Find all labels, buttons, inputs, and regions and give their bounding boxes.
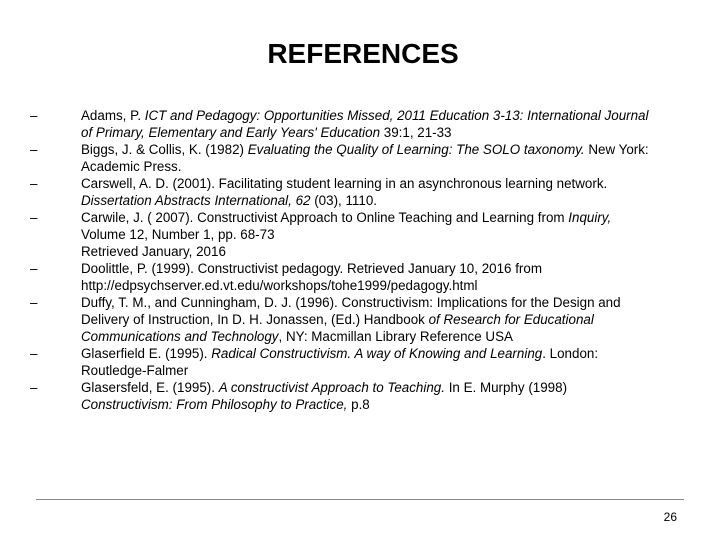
reference-text: , NY: Macmillan Library Reference USA xyxy=(278,329,513,344)
reference-text: Academic Press. xyxy=(81,159,182,174)
reference-text-italic: ICT and Pedagogy: Opportunities Missed, 2011 Education 3-13: International Journal xyxy=(144,108,649,123)
reference-text: Biggs, J. & Collis, K. (1982) xyxy=(81,142,248,157)
bullet-dash: – xyxy=(30,295,38,310)
footer-divider xyxy=(36,499,684,500)
bullet-dash: – xyxy=(30,176,38,191)
bullet-dash: – xyxy=(30,210,38,225)
bullet-dash: – xyxy=(30,346,38,361)
reference-text: 39:1, 21-33 xyxy=(380,125,452,140)
bullet-dash: – xyxy=(30,142,38,157)
reference-text-italic: Dissertation Abstracts International, 62 xyxy=(81,193,311,208)
reference-item xyxy=(30,260,700,294)
reference-text: (03), 1110. xyxy=(310,193,377,208)
reference-line xyxy=(78,311,700,328)
reference-item xyxy=(30,379,700,413)
reference-line xyxy=(78,141,700,158)
reference-text: p.8 xyxy=(347,397,370,412)
reference-text: Adams, P. xyxy=(81,108,145,123)
reference-item xyxy=(30,175,700,209)
reference-line xyxy=(78,226,700,243)
page-number: 26 xyxy=(663,510,677,524)
page-title: REFERENCES xyxy=(267,38,459,69)
reference-line xyxy=(78,260,700,277)
reference-line xyxy=(78,192,700,209)
bullet-dash: – xyxy=(30,261,38,276)
reference-text: http://edpsychserver.ed.vt.edu/workshops/tohe1999/pedagogy.html xyxy=(81,278,478,293)
reference-text-italic: A constructivist Approach to Teaching. xyxy=(218,380,445,395)
reference-item xyxy=(30,209,700,260)
reference-text: Carswell, A. D. (2001). Facilitating student learning in an asynchronous learning network. xyxy=(81,176,608,191)
bullet-dash: – xyxy=(30,380,38,395)
reference-text: Carwile, J. ( 2007). Constructivist Approach to Online Teaching and Learning from xyxy=(81,210,569,225)
reference-text-italic: Evaluating the Quality of Learning: The SOLO taxonomy. xyxy=(247,142,585,157)
reference-text: In E. Murphy (1998) xyxy=(444,380,568,395)
reference-item xyxy=(30,141,700,175)
reference-text: Retrieved January, 2016 xyxy=(81,244,226,259)
reference-text: Doolittle, P. (1999). Constructivist pedagogy. Retrieved January 10, 2016 from xyxy=(81,261,542,276)
reference-text-italic: of Primary, Elementary and Early Years' Education xyxy=(81,125,381,140)
reference-text-italic: Constructivism: From Philosophy to Practice, xyxy=(81,397,348,412)
reference-line xyxy=(78,175,700,192)
reference-line xyxy=(78,158,700,175)
reference-text: Delivery of Instruction, In D. H. Jonassen, (Ed.) Handbook xyxy=(81,312,429,327)
reference-text-italic: Communications and Technology xyxy=(81,329,279,344)
reference-line xyxy=(78,379,700,396)
reference-line xyxy=(78,294,700,311)
reference-item xyxy=(30,107,700,141)
reference-line xyxy=(78,362,700,379)
reference-text: Glaserfield E. (1995). xyxy=(81,346,212,361)
reference-line xyxy=(78,209,700,226)
reference-line xyxy=(78,328,700,345)
reference-text: Routledge-Falmer xyxy=(81,363,189,378)
reference-list xyxy=(30,107,700,413)
reference-line xyxy=(78,396,700,413)
reference-item xyxy=(30,294,700,345)
reference-line xyxy=(78,243,700,260)
reference-text: Glasersfeld, E. (1995). xyxy=(81,380,219,395)
reference-item xyxy=(30,345,700,379)
reference-text-italic: Radical Constructivism. A way of Knowing and Learning xyxy=(211,346,543,361)
reference-text: Volume 12, Number 1, pp. 68-73 xyxy=(81,227,275,242)
reference-line xyxy=(78,107,700,124)
reference-text-italic: of Research for Educational xyxy=(428,312,594,327)
reference-text: Duffy, T. M., and Cunningham, D. J. (1996). Constructivism: Implications for the Design and xyxy=(81,295,621,310)
reference-text: New York: xyxy=(584,142,649,157)
bullet-dash: – xyxy=(30,108,38,123)
reference-text-italic: Inquiry, xyxy=(568,210,612,225)
reference-text: . London: xyxy=(542,346,599,361)
reference-line xyxy=(78,124,700,141)
reference-line xyxy=(78,345,700,362)
reference-line xyxy=(78,277,700,294)
